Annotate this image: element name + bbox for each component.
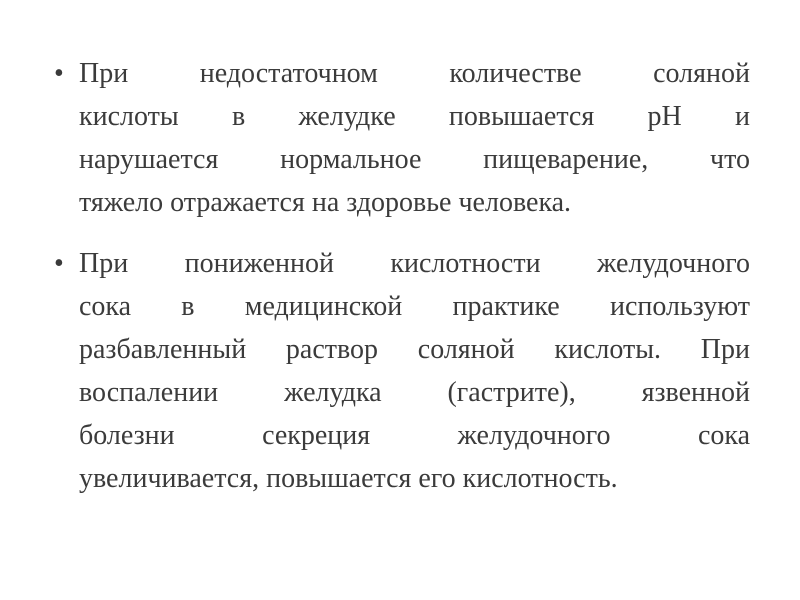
bullet-item-2 bbox=[54, 242, 750, 500]
bullet-list bbox=[54, 52, 750, 500]
bullet-item-1 bbox=[54, 52, 750, 224]
text-line: нарушается нормальное пищеварение, что bbox=[79, 144, 750, 175]
text-line: сока в медицинской практике используют bbox=[79, 291, 750, 322]
text-line: увеличивается, повышается его кислотность. bbox=[79, 463, 618, 494]
text-line: При недостаточном количестве соляной bbox=[79, 58, 750, 89]
text-line: воспалении желудка (гастрите), язвенной bbox=[79, 377, 750, 408]
text-line: При пониженной кислотности желудочного bbox=[79, 248, 750, 279]
text-line: разбавленный раствор соляной кислоты. При bbox=[79, 334, 750, 365]
text-line: болезни секреция желудочного сока bbox=[79, 420, 750, 451]
bullet-marker: • bbox=[54, 248, 64, 279]
bullet-marker: • bbox=[54, 58, 64, 89]
text-line: тяжело отражается на здоровье человека. bbox=[79, 187, 572, 218]
text-line: кислоты в желудке повышается pH и bbox=[79, 101, 750, 132]
